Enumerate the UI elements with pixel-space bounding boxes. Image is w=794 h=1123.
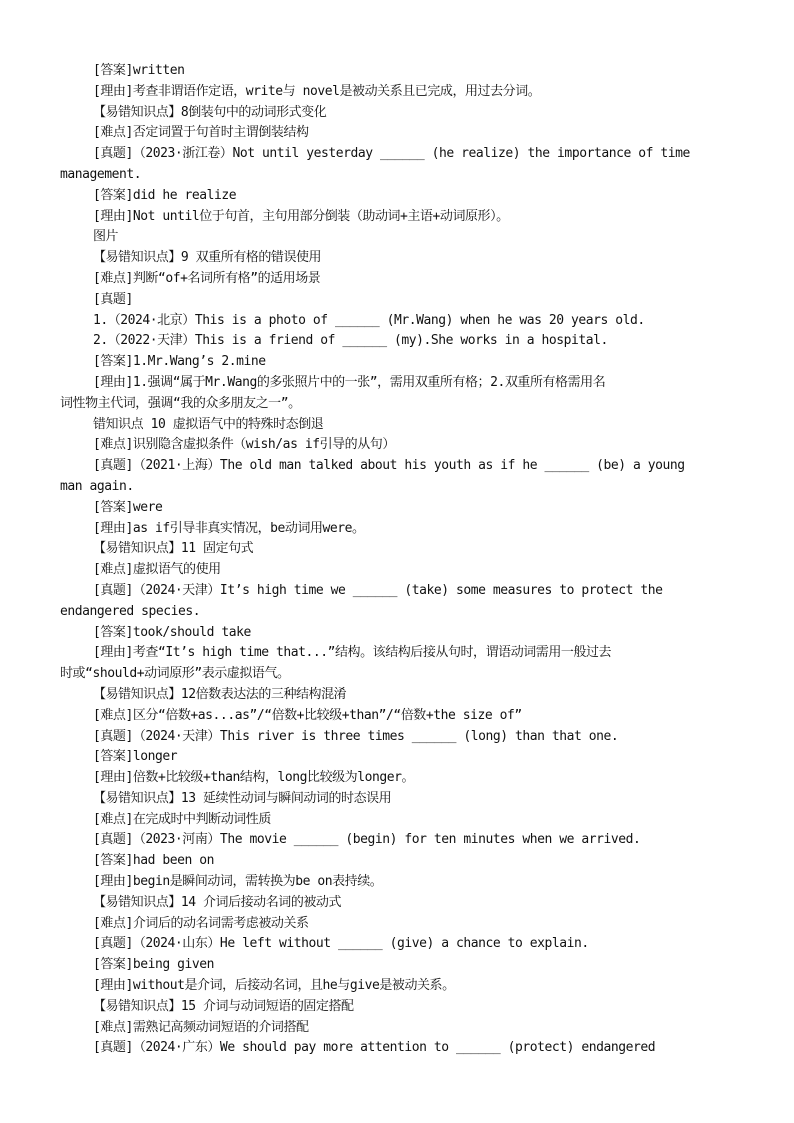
exam-question-line: [真题]（2023·浙江卷）Not until yesterday ______ (he realize) the importance of time bbox=[93, 146, 690, 162]
section-heading-8: 【易错知识点】8倒装句中的动词形式变化 bbox=[93, 104, 327, 120]
answer-line: [答案]did he realize bbox=[93, 187, 237, 203]
exam-question-line: [真题]（2024·天津）This river is three times ______ (long) than that one. bbox=[93, 728, 619, 744]
section-heading-12: 【易错知识点】12倍数表达法的三种结构混淆 bbox=[93, 686, 347, 702]
section-heading-13: 【易错知识点】13 延续性动词与瞬间动词的时态误用 bbox=[93, 790, 392, 806]
answer-line: [答案]being given bbox=[93, 957, 214, 973]
difficulty-line: [难点]判断“of+名词所有格”的适用场景 bbox=[93, 270, 321, 286]
difficulty-line: [难点]识别隐含虚拟条件（wish/as if引导的从句） bbox=[93, 437, 395, 453]
section-heading-14: 【易错知识点】14 介词后接动名词的被动式 bbox=[93, 894, 342, 910]
reason-continuation: 词性物主代词，强调“我的众多朋友之一”。 bbox=[60, 395, 301, 411]
answer-line: [答案]had been on bbox=[93, 853, 214, 869]
difficulty-line: [难点]虚拟语气的使用 bbox=[93, 562, 221, 578]
answer-line: [答案]took/should take bbox=[93, 624, 251, 640]
image-label: 图片 bbox=[93, 229, 119, 245]
difficulty-line: [难点]区分“倍数+as...as”/“倍数+比较级+than”/“倍数+the size of” bbox=[93, 707, 522, 723]
exam-question-continuation: endangered species. bbox=[60, 603, 201, 619]
exam-question-line: [真题]（2021·上海）The old man talked about his youth as if he ______ (be) a young bbox=[93, 458, 685, 474]
difficulty-line: [难点]介词后的动名词需考虑被动关系 bbox=[93, 915, 309, 931]
exam-question-item-1: 1.（2024·北京）This is a photo of ______ (Mr.Wang) when he was 20 years old. bbox=[93, 312, 645, 328]
reason-line: [理由]Not until位于句首，主句用部分倒装（助动词+主语+动词原形）。 bbox=[93, 208, 509, 224]
difficulty-line: [难点]需熟记高频动词短语的介词搭配 bbox=[93, 1019, 309, 1035]
exam-question-line: [真题]（2023·河南）The movie ______ (begin) for ten minutes when we arrived. bbox=[93, 832, 641, 848]
section-heading-9: 【易错知识点】9 双重所有格的错误使用 bbox=[93, 250, 322, 266]
section-heading-11: 【易错知识点】11 固定句式 bbox=[93, 541, 254, 557]
reason-line: [理由]begin是瞬间动词，需转换为be on表持续。 bbox=[93, 874, 383, 890]
section-heading-10: 错知识点 10 虚拟语气中的特殊时态倒退 bbox=[93, 416, 324, 432]
reason-line: [理由]1.强调“属于Mr.Wang的多张照片中的一张”，需用双重所有格；2.双重所有格需用名 bbox=[93, 374, 606, 390]
reason-line: [理由]倍数+比较级+than结构，long比较级为longer。 bbox=[93, 770, 415, 786]
reason-continuation: 时或“should+动词原形”表示虚拟语气。 bbox=[60, 666, 290, 682]
reason-line: [理由]考查非谓语作定语，write与 novel是被动关系且已完成，用过去分词。 bbox=[93, 83, 541, 99]
exam-question-line: [真题]（2024·广东）We should pay more attention to ______ (protect) endangered bbox=[93, 1040, 656, 1056]
difficulty-line: [难点]在完成时中判断动词性质 bbox=[93, 811, 271, 827]
document-body bbox=[60, 61, 736, 1059]
answer-line: [答案]written bbox=[93, 63, 185, 78]
reason-line: [理由]without是介词，后接动名词，且he与give是被动关系。 bbox=[93, 978, 455, 994]
answer-line: [答案]1.Mr.Wang’s 2.mine bbox=[93, 354, 266, 370]
exam-question-item-2: 2.（2022·天津）This is a friend of ______ (my).She works in a hospital. bbox=[93, 333, 608, 349]
difficulty-line: [难点]否定词置于句首时主谓倒装结构 bbox=[93, 125, 309, 141]
exam-question-label: [真题] bbox=[93, 291, 133, 307]
exam-question-line: [真题]（2024·山东）He left without ______ (give) a chance to explain. bbox=[93, 936, 589, 952]
answer-line: [答案]were bbox=[93, 499, 163, 515]
exam-question-continuation: man again. bbox=[60, 478, 134, 494]
section-heading-15: 【易错知识点】15 介词与动词短语的固定搭配 bbox=[93, 998, 354, 1014]
answer-line: [答案]longer bbox=[93, 749, 178, 765]
exam-question-line: [真题]（2024·天津）It’s high time we ______ (take) some measures to protect the bbox=[93, 582, 663, 598]
exam-question-continuation: management. bbox=[60, 166, 142, 182]
reason-line: [理由]as if引导非真实情况，be动词用were。 bbox=[93, 520, 365, 536]
reason-line: [理由]考查“It’s high time that...”结构。该结构后接从句时，谓语动词需用一般过去 bbox=[93, 645, 612, 661]
